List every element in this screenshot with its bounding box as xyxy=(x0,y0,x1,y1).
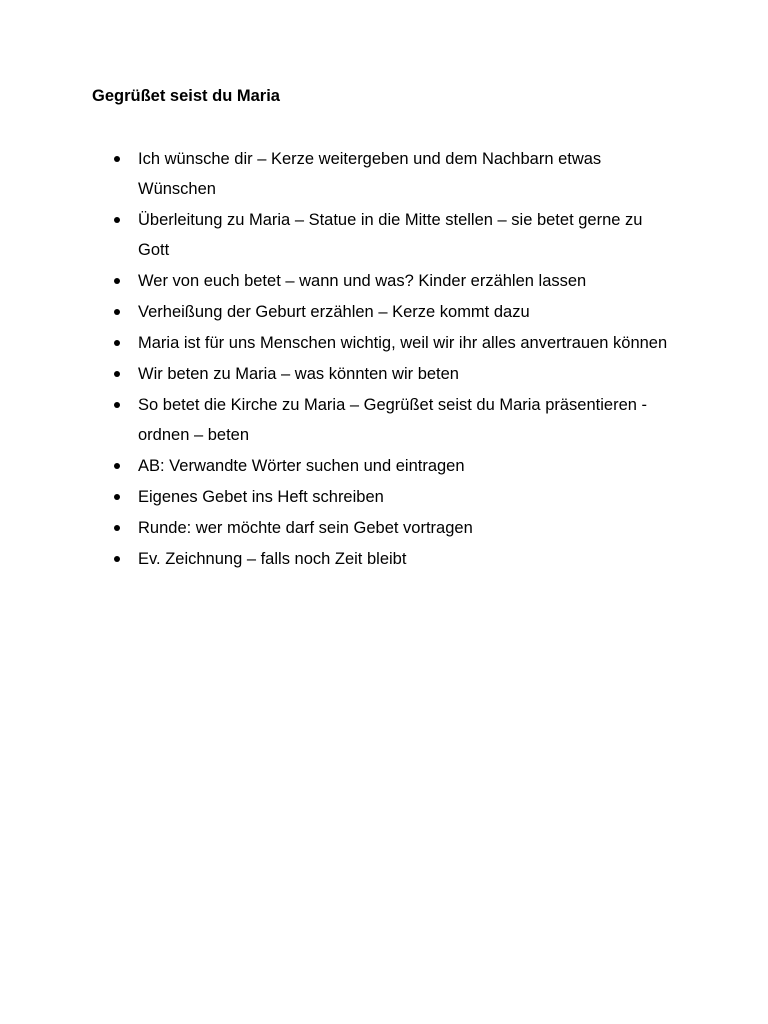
list-item-text: So betet die Kirche zu Maria – Gegrüßet seist du Maria präsentieren - ordnen – beten xyxy=(138,396,647,444)
list-item xyxy=(113,359,673,389)
list-item-text: Wir beten zu Maria – was könnten wir beten xyxy=(138,365,459,383)
bullet-icon xyxy=(114,463,120,469)
list-item-text: Ich wünsche dir – Kerze weitergeben und dem Nachbarn etwas Wünschen xyxy=(138,150,602,198)
list-item-text: AB: Verwandte Wörter suchen und eintragen xyxy=(138,457,465,475)
bullet-icon xyxy=(114,156,120,162)
list-item-text: Eigenes Gebet ins Heft schreiben xyxy=(138,488,384,506)
list-item xyxy=(113,513,673,543)
list-item xyxy=(113,328,673,358)
list-item-text: Ev. Zeichnung – falls noch Zeit bleibt xyxy=(138,550,407,568)
list-item-text: Überleitung zu Maria – Statue in die Mitte stellen – sie betet gerne zu Gott xyxy=(138,211,643,259)
document-title: Gegrüßet seist du Maria xyxy=(92,87,280,105)
list-item xyxy=(113,297,673,327)
bullet-list xyxy=(113,144,673,575)
bullet-icon xyxy=(114,340,120,346)
list-item-text: Wer von euch betet – wann und was? Kinder erzählen lassen xyxy=(138,272,587,290)
bullet-icon xyxy=(114,525,120,531)
list-item xyxy=(113,451,673,481)
list-item xyxy=(113,482,673,512)
bullet-icon xyxy=(114,371,120,377)
bullet-icon xyxy=(114,402,120,408)
list-item-text: Maria ist für uns Menschen wichtig, weil wir ihr alles anvertrauen können xyxy=(138,334,668,352)
list-item xyxy=(113,390,673,450)
list-item xyxy=(113,144,673,204)
bullet-icon xyxy=(114,494,120,500)
list-item-text: Verheißung der Geburt erzählen – Kerze kommt dazu xyxy=(138,303,530,321)
list-item xyxy=(113,544,673,574)
list-item xyxy=(113,205,673,265)
bullet-icon xyxy=(114,217,120,223)
bullet-icon xyxy=(114,278,120,284)
bullet-icon xyxy=(114,309,120,315)
bullet-icon xyxy=(114,556,120,562)
list-item-text: Runde: wer möchte darf sein Gebet vortragen xyxy=(138,519,473,537)
list-item xyxy=(113,266,673,296)
